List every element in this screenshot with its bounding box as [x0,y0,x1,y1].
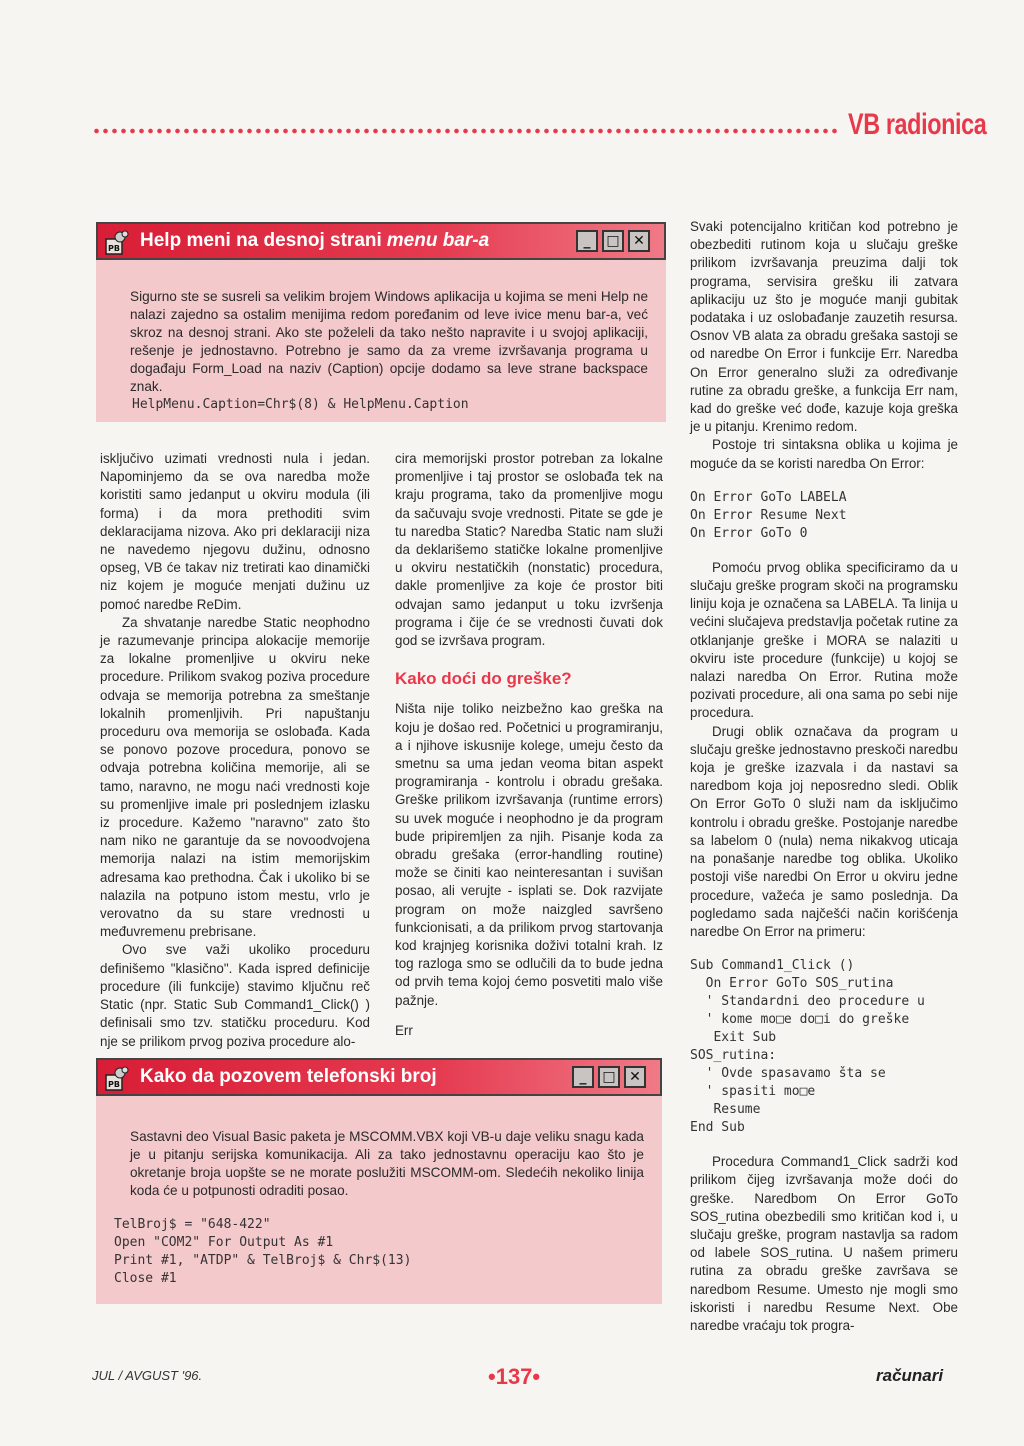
column-1 [100,450,370,1051]
col3-paragraph-1: Svaki potencijalno kritičan kod potrebno je obezbediti rutinom koja u slučaju greške prilikom izvršavanja preuzima dalji tok programa, servisira grešku ili zatvara aplikaciju uz što je moguće manji gubitak podataka i uz oslobađanje zauzetih resursa. Osnov VB alata za obradu grešaka sastoji se od naredbe On Error i funkcije Err. Naredba On Error generalno služi za određivanje rutine za obradu greške, a funkcija Err nam, kad do greške već dođe, kazuje koja greška je u pitanju. Krenimo redom. [690,219,958,435]
phone-title-bar [96,1058,662,1096]
vb-app-icon [104,1066,130,1092]
col3-paragraph-4: Drugi oblik označava da program u slučaju greške jednostavno preskoči naredbu koja je greške izazvala i da nastavi sa naredbom koja joj neposredno sledi. Oblik On Error GoTo 0 služi nam da isključimo kontrolu i obradu greške. Postojanje naredbe sa labelom 0 (nula) nema nikakvog uticaja na ponašanje naredbe tog oblika. Ukoliko postoji više naredbi On Error u okviru jedne procedure, važeća je samo poslednja. Da pogledamo sada najčešći način korišćenja naredbe On Error na primeru: [690,723,958,939]
footer-date: JUL / AVGUST '96. [92,1368,203,1383]
help-menu-box [96,222,666,422]
phone-code: TelBroj$ = "648-422" Open "COM2" For Output As #1 Print #1, "ATDP" & TelBroj$ & Chr$(13) Close #1 [114,1217,412,1286]
section-title: VB radionica [848,108,987,141]
vb-app-icon [104,230,130,256]
page-number: •137• [488,1364,541,1389]
magazine-brand: računari [876,1366,944,1385]
svg-text:PB: PB [108,244,120,253]
col2-heading: Kako doći do greške? [395,669,572,689]
help-menu-title-italic: menu bar-a [386,230,490,251]
phone-box [96,1058,662,1304]
header-dotted-rule [92,122,840,140]
help-menu-title: Help meni na desnoj strani [140,230,382,251]
maximize-icon[interactable]: □ [602,230,624,252]
help-menu-text: Sigurno ste se susreli sa velikim brojem Windows aplikacija u kojima se meni Help ne nalazi zajedno sa ostalim menijima redom poređanim od leve ivice menu bar-a, već skroz na desnoj strani. Ako ste poželeli da tako nešto napravite i u svojoj aplikaciji, rešenje je jednostavno. Potrebno je samo da za vreme izvršavanja programa u događaju Form_Load na naziv (Caption) opcije dodamo sa leve strane backspace znak. [130,289,648,394]
minimize-icon[interactable]: _ [576,230,598,252]
col1-paragraph-3: Ovo sve važi ukoliko proceduru definišemo "klasično". Kada ispred definicije procedure (ili funkcije) stavimo ključnu reč Static (npr. Static Sub Command1_Click() ) definisali smo tzv. statičku proceduru. Kod nje se prilikom prvog poziva procedure alo- [100,942,370,1049]
close-icon[interactable]: ✕ [628,230,650,252]
col3-paragraph-3: Pomoću prvog oblika specificiramo da u slučaju greške program skoči na programsku liniju koja je označena sa LABELA. Ta linija u većini slučajeva predstavlja početak rutine za otklanjanje greške i MORA se nalaziti u okviru iste procedure (funkcije) u kojoj se nalazi naredba On Error. Rutina može pozivati procedure, ali ona sama po sebi nije procedura. [690,559,958,721]
col2-paragraph-2: Ništa nije toliko neizbežno kao greška na koju je došao red. Početnici u programiranju, a i njihove iskusnije kolege, umeju često da smetnu sa uma jedan veoma bitan aspekt programiranja - kontrolu i obradu grešaka. Greške prilikom izvršavanja (runtime errors) su uvek moguće i neophodno je da program bude pripiremljen za njih. Pisanje koda za obradu grešaka (error-handling routine) može se činiti kao neinteresantan i suvišan posao, ali verujte - isplati se. Dok razvijate program on može naizgled savršeno funkcionisati, a da prilikom prvog startovanja kod krajnjeg korisnika doživi totalni krah. Iz tog razloga smo se odlučili da to bude jedna od prvih tema kojoj ćemo posvetiti malo više pažnje. [395,701,663,1008]
close-icon[interactable]: ✕ [624,1066,646,1088]
col2-paragraph-3: Err [395,1022,413,1038]
col1-paragraph-1: isključivo uzimati vrednosti nula i jedan. Napominjemo da se ova naredba može koristiti samo jedanput u okviru modula (ili forma) i da mora prethoditi svim deklaracijama nizova. Ako pri deklaraciji niza ne navedemo njegovu dužinu, odnosno opseg, VB će takav niz tretirati kao dinamički niz kojem je moguće menjati dužinu uz pomoć naredbe ReDim. [100,451,370,612]
col3-paragraph-5: Procedura Command1_Click sadrži kod prilikom čijeg izvršavanja može doći do greške. Naredbom On Error GoTo SOS_rutina obezbedili smo kritičan kod i, u slučaju greške, program nastavlja sa radom od labele SOS_rutina. U našem primeru rutina za obradu greške završava se naredbom Resume. Umesto nje mogli smo iskoristi i naredbu Resume Next. Obe naredbe vraćaju tok progra- [690,1154,958,1333]
column-2 [395,450,663,1040]
svg-text:PB: PB [108,1080,120,1089]
col3-code-2: Sub Command1_Click () On Error GoTo SOS_rutina ' Standardni deo procedure u ' kome mo□e do□i do greške Exit Sub SOS_rutina: ' Ovde spasavamo šta se ' spasiti mo□e Resume End Sub [690,958,925,1136]
col2-paragraph-1: cira memorijski prostor potreban za lokalne promenljive i taj prostor se oslobađa tek na kraju programa, tako da promenljive mogu da sačuvaju svoje vrednosti. Pitate se gde je tu naredba Static? Naredba Static nam služi da deklarišemo statičke lokalne promenljive u okviru nestatičkih (nonstatic) procedura, dakle promenljive za koje će prostor biti odvajan samo jedanput u toku izvršenja programa i čije će se vrednosti čuvati dok god se izvršava program. [395,451,663,649]
col3-paragraph-2: Postoje tri sintaksna oblika u kojima je moguće da se koristi naredba On Error: [690,437,958,471]
help-menu-title-bar [96,222,666,260]
help-menu-code: HelpMenu.Caption=Chr$(8) & HelpMenu.Caption [132,397,469,412]
col3-code-1: On Error GoTo LABELA On Error Resume Next On Error GoTo 0 [690,489,847,541]
minimize-icon[interactable]: _ [572,1066,594,1088]
phone-title: Kako da pozovem telefonski broj [140,1066,437,1087]
phone-text: Sastavni deo Visual Basic paketa je MSCOMM.VBX koji VB-u daje veliku snagu kada je u pitanju serijska komunikacija. Ali za tako jednostavnu operaciju kao što je okretanje broja uopšte se ne morate poslužiti MSCOMM-om. Sledećih nekoliko linija koda će u potpunosti odraditi posao. [130,1129,644,1198]
column-3 [690,218,958,1335]
col1-paragraph-2: Za shvatanje naredbe Static neophodno je razumevanje principa alokacije memorije za lokalne promenljive u okviru neke procedure. Prilikom svakog poziva procedure odvaja se memorija potrebna za smeštanje lokalnih promenljivih. Pri napuštanju proceduru ova memorija se oslobađa. Kada se ponovo pozove procedura, ponovo se odvaja potrebna količina memorije, ali se tamo, naravno, ne mogu naći vrednosti koje su promenljive imale pri poslednjem izlasku iz procedure. Kažemo "naravno" zato što nam niko ne garantuje da se novoodvojena memorija nalazi na istim memorijskim adresama kao prethodna. Čak i ukoliko bi se nalazila na potpuno istom mestu, vrlo je verovatno da su stare vrednosti u međuvremenu prebrisane. [100,614,370,940]
maximize-icon[interactable]: □ [598,1066,620,1088]
